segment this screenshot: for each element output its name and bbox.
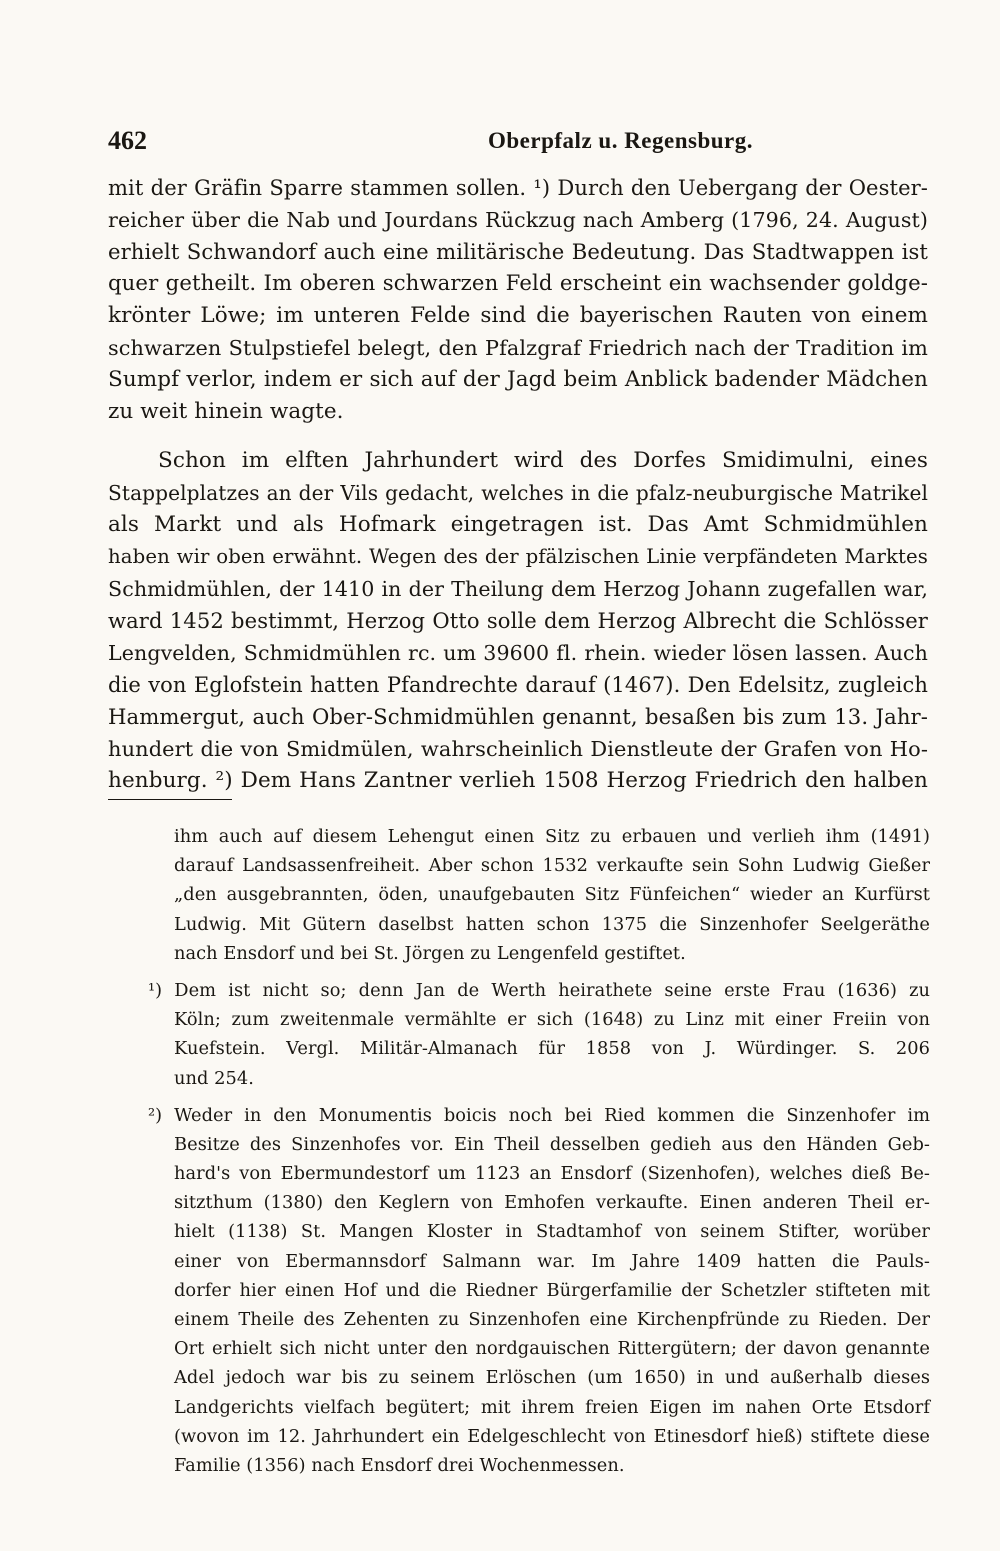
footnote-line: ²) Weder in den Monumentis boicis noch bei Ried kommen die Sinzenhofer im <box>148 1104 930 1126</box>
footnote-line: Ort erhielt sich nicht unter den nordgauischen Rittergütern; der davon genannte <box>174 1338 930 1360</box>
text-line: Sumpf verlor, indem er sich auf der Jagd beim Anblick badender Mädchen <box>108 367 928 392</box>
text-line: henburg. ²) Dem Hans Zantner verlieh 1508 Herzog Friedrich den halben <box>108 768 928 793</box>
text-line: mit der Gräfin Sparre stammen sollen. ¹) Durch den Uebergang der Oester- <box>108 175 928 200</box>
text-line: hundert die von Smidmülen, wahrscheinlich Dienstleute der Grafen von Ho- <box>108 737 928 761</box>
footnote-line: Kuefstein. Vergl. Militär-Almanach für 1858 von J. Würdinger. S. 206 <box>174 1038 930 1060</box>
text-line: Schon im elften Jahrhundert wird des Dorfes Smidimulni, eines <box>158 448 928 473</box>
text-line: haben wir oben erwähnt. Wegen des der pfälzischen Linie verpfändeten Marktes <box>108 545 928 568</box>
text-line: Schmidmühlen, der 1410 in der Theilung dem Herzog Johann zugefallen war, <box>108 577 928 601</box>
text-line: reicher über die Nab und Jourdans Rückzug nach Amberg (1796, 24. August) <box>108 208 928 232</box>
footnote-line: Adel jedoch war bis zu seinem Erlöschen (um 1650) in und außerhalb dieses <box>174 1367 930 1389</box>
footnote-line: Familie (1356) nach Ensdorf drei Wochenmessen. <box>174 1454 625 1476</box>
footnote-2 <box>108 1101 930 1480</box>
text-line: zu weit hinein wagte. <box>108 399 344 424</box>
text-line: die von Eglofstein hatten Pfandrechte darauf (1467). Den Edelsitz, zugleich <box>108 672 928 697</box>
footnote-line: hielt (1138) St. Mangen Kloster in Stadtamhof von seinem Stifter, worüber <box>174 1221 930 1243</box>
footnote-separator <box>108 799 232 800</box>
main-text <box>108 172 928 797</box>
text-line: schwarzen Stulpstiefel belegt, den Pfalzgraf Friedrich nach der Tradition im <box>108 336 928 360</box>
text-line: krönter Löwe; im unteren Felde sind die bayerischen Rauten von einem <box>108 303 928 328</box>
footnote-line: darauf Landsassenfreiheit. Aber schon 1532 verkaufte sein Sohn Ludwig Gießer <box>174 855 930 877</box>
footnote-line: (wovon im 12. Jahrhundert ein Edelgeschlecht von Etinesdorf hieß) stiftete diese <box>174 1425 930 1447</box>
footnote-line: und 254. <box>174 1067 254 1089</box>
footnote-line: dorfer hier einen Hof und die Riedner Bürgerfamilie der Schetzler stifteten mit <box>174 1279 930 1301</box>
running-title: Oberpfalz u. Regensburg. <box>488 128 753 153</box>
text-line: ward 1452 bestimmt, Herzog Otto solle dem Herzog Albrecht die Schlösser <box>108 608 928 633</box>
footnote-line: Ludwig. Mit Gütern daselbst hatten schon 1375 die Sinzenhofer Seelgeräthe <box>174 913 930 935</box>
footnote-line: „den ausgebrannten, öden, unaufgebauten Sitz Fünfeichen“ wieder an Kurfürst <box>174 884 930 906</box>
footnote-line: hard's von Ebermundestorf um 1123 an Ensdorf (Sizenhofen), welches dieß Be- <box>174 1163 930 1185</box>
page-number: 462 <box>108 126 147 155</box>
footnotes <box>108 822 930 1480</box>
page-header <box>108 126 928 162</box>
text-line: als Markt und als Hofmark eingetragen ist. Das Amt Schmidmühlen <box>108 512 928 537</box>
footnote-line: einer von Ebermannsdorf Salmann war. Im Jahre 1409 hatten die Pauls- <box>174 1250 930 1272</box>
footnote-line: nach Ensdorf und bei St. Jörgen zu Lengenfeld gestiftet. <box>174 942 686 964</box>
text-line: Lengvelden, Schmidmühlen rc. um 39600 fl. rhein. wieder lösen lassen. Auch <box>108 641 928 665</box>
text-line: Hammergut, auch Ober-Schmidmühlen genannt, besaßen bis zum 13. Jahr- <box>108 704 928 729</box>
footnote-line: einem Theile des Zehenten zu Sinzenhofen eine Kirchenpfründe zu Rieden. Der <box>174 1309 930 1330</box>
footnote-line: Besitze des Sinzenhofes vor. Ein Theil desselben gedieh aus den Händen Geb- <box>174 1133 930 1155</box>
footnote-line: ¹) Dem ist nicht so; denn Jan de Werth heirathete seine erste Frau (1636) zu <box>148 979 930 1001</box>
footnote-continuation <box>108 822 930 968</box>
text-line: Stappelplatzes an der Vils gedacht, welches in die pfalz-neuburgische Matrikel <box>108 481 928 505</box>
footnote-line: sitzthum (1380) den Keglern von Emhofen verkaufte. Einen anderen Theil er- <box>174 1192 930 1214</box>
footnote-line: ihm auch auf diesem Lehengut einen Sitz zu erbauen und verlieh ihm (1491) <box>174 826 930 847</box>
text-line: erhielt Schwandorf auch eine militärische Bedeutung. Das Stadtwappen ist <box>108 239 928 264</box>
footnote-line: Köln; zum zweitenmale vermählte er sich (1648) zu Linz mit einer Freiin von <box>174 1009 930 1031</box>
text-line: quer getheilt. Im oberen schwarzen Feld erscheint ein wachsender goldge- <box>108 271 928 296</box>
footnote-1 <box>108 976 930 1093</box>
footnote-line: Landgerichts vielfach begütert; mit ihrem freien Eigen im nahen Orte Etsdorf <box>174 1396 930 1418</box>
